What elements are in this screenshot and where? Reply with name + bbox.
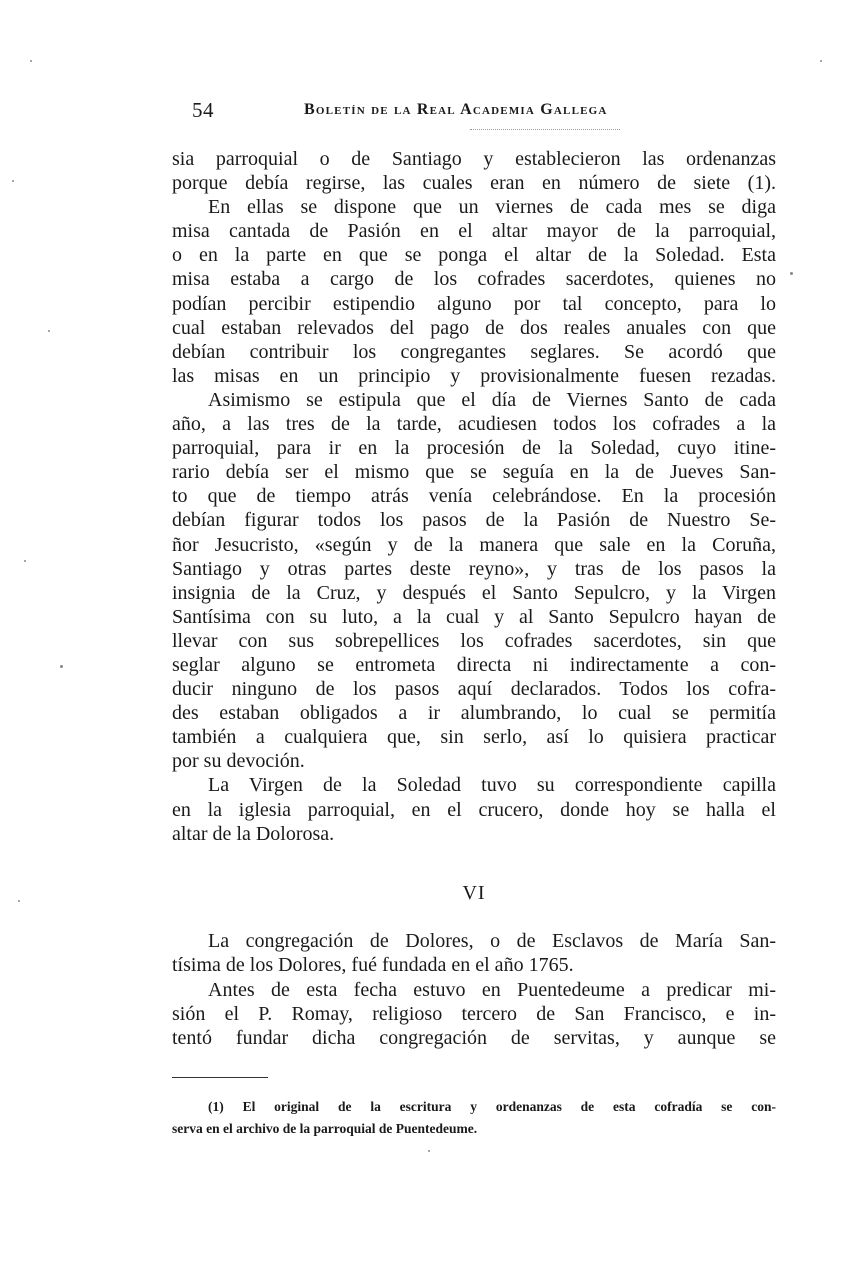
journal-title: Boletín de la Real Academia Gallega <box>304 101 608 118</box>
text-line: ñor Jesucristo, «según y de la manera que sale en la Coruña, <box>172 533 776 556</box>
scan-speck <box>428 1150 430 1152</box>
section-heading: VI <box>462 882 486 904</box>
scan-speck <box>820 60 822 62</box>
text-line: misa estaba a cargo de los cofrades sacerdotes, quienes no <box>172 268 776 291</box>
text-line: llevar con sus sobrepellices los cofrades sacerdotes, sin que <box>172 629 776 652</box>
text-line: Asimismo se estipula que el día de Viernes Santo de cada <box>208 388 776 411</box>
text-line: La Virgen de la Soledad tuvo su correspondiente capilla <box>208 774 776 797</box>
text-line: altar de la Dolorosa. <box>172 822 335 845</box>
text-line: La congregación de Dolores, o de Esclavos de María San- <box>208 930 776 952</box>
text-line: sia parroquial o de Santiago y establecieron las ordenanzas <box>172 148 776 170</box>
main-text-block <box>172 147 776 846</box>
text-line: debían figurar todos los pasos de la Pasión de Nuestro Se- <box>172 509 776 532</box>
text-line: en la iglesia parroquial, en el crucero, donde hoy se halla el <box>172 798 776 821</box>
text-line: parroquial, para ir en la procesión de la Soledad, cuyo itine- <box>172 437 776 460</box>
text-line: cual estaban relevados del pago de dos reales anuales con que <box>172 316 776 339</box>
scan-speck <box>30 60 32 62</box>
text-line: por su devoción. <box>172 750 305 773</box>
text-line: En ellas se dispone que un viernes de cada mes se diga <box>208 196 776 219</box>
text-line: insignia de la Cruz, y después el Santo Sepulcro, y la Virgen <box>172 581 776 604</box>
text-line: misa cantada de Pasión en el altar mayor de la parroquial, <box>172 220 776 243</box>
scan-speck <box>12 180 14 182</box>
text-line: tentó fundar dicha congregación de servitas, y aunque se <box>172 1027 776 1050</box>
text-line: seglar alguno se entrometa directa ni indirectamente a con- <box>172 653 776 676</box>
text-line: Antes de esta fecha estuvo en Puentedeume a predicar mi- <box>208 978 776 1001</box>
section-text-block <box>172 929 776 1050</box>
text-line: rario debía ser el mismo que se seguía en la de Jueves San- <box>172 461 776 484</box>
footnote-line: (1) El original de la escritura y ordenanzas de esta cofradía se con- <box>208 1099 776 1114</box>
text-line: tísima de los Dolores, fué fundada en el año 1765. <box>172 954 574 977</box>
text-line: las misas en un principio y provisionalmente fuesen rezadas. <box>172 364 776 387</box>
text-line: ducir ninguno de los pasos aquí declarados. Todos los cofra- <box>172 678 776 701</box>
scan-speck <box>48 330 50 332</box>
footnote-line: serva en el archivo de la parroquial de Puentedeume. <box>172 1121 478 1136</box>
running-head <box>172 98 776 126</box>
scan-speck <box>60 665 63 668</box>
text-line: des estaban obligados a ir alumbrando, lo cual se permitía <box>172 702 776 725</box>
footnote-rule <box>172 1077 268 1078</box>
text-line: to que de tiempo atrás venía celebrándose. En la procesión <box>172 485 776 508</box>
header-rule <box>470 129 620 130</box>
text-line: año, a las tres de la tarde, acudiesen todos los cofrades a la <box>172 413 776 436</box>
text-line: sión el P. Romay, religioso tercero de San Francisco, e in- <box>172 1002 776 1025</box>
text-line: Santísima con su luto, a la cual y al Santo Sepulcro hayan de <box>172 605 776 628</box>
scan-speck <box>790 272 793 275</box>
text-line: Santiago y otras partes deste reyno», y tras de los pasos la <box>172 557 776 580</box>
text-line: o en la parte en que se ponga el altar de la Soledad. Esta <box>172 244 776 267</box>
scan-speck <box>18 900 20 902</box>
scan-speck <box>24 560 26 562</box>
page-number: 54 <box>192 98 214 122</box>
text-line: debían contribuir los congregantes seglares. Se acordó que <box>172 340 776 363</box>
footnote <box>172 1096 776 1140</box>
text-line: también a cualquiera que, sin serlo, así lo quisiera practicar <box>172 726 776 749</box>
text-line: porque debía regirse, las cuales eran en número de siete (1). <box>172 172 776 195</box>
text-line: podían percibir estipendio alguno por tal concepto, para lo <box>172 292 776 315</box>
